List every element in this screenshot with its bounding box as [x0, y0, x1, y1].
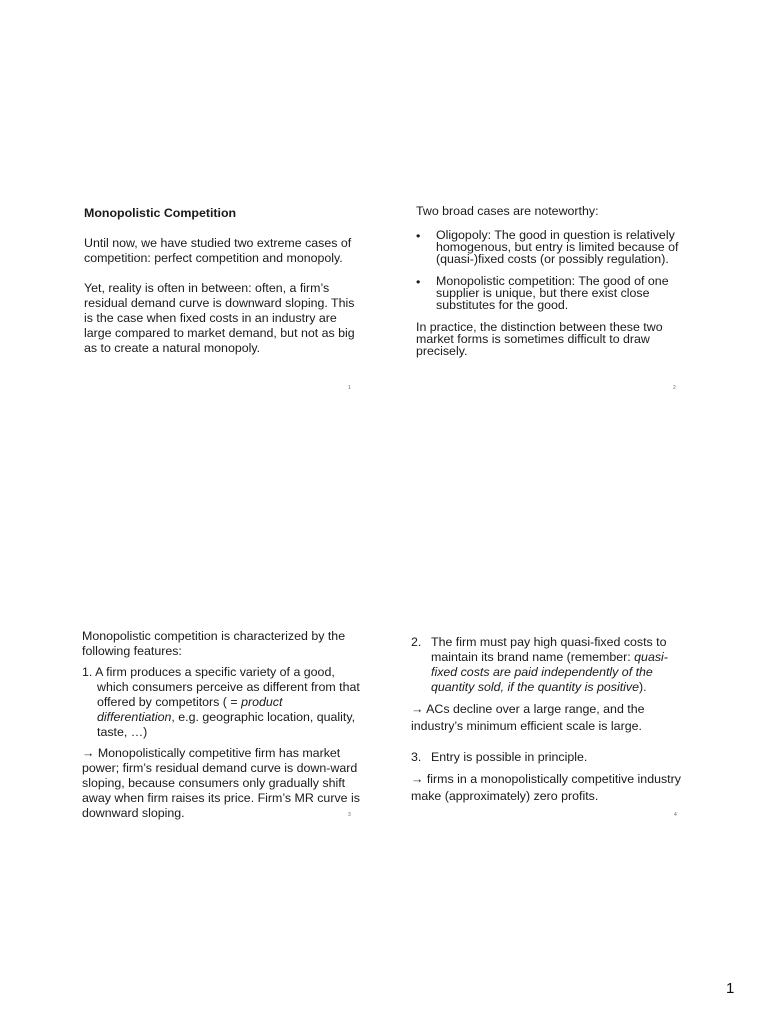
- bullet-text: Oligopoly: The good in question is relatively homogenous, but entry is limited because of (quasi-)fixed costs (or possibly regulation).: [436, 228, 679, 266]
- slide-3-intro: Monopolistic competition is characterized by the following features:: [82, 629, 346, 658]
- bullet-marker: •: [416, 275, 421, 289]
- slide-1-paragraph-1: Until now, we have studied two extreme cases of competition: perfect competition and monopoly.: [84, 236, 352, 265]
- slide-1-number: 1: [348, 385, 351, 391]
- bullet-oligopoly: [416, 229, 688, 265]
- slide-3-consequence: → Monopolistically competitive firm has market power; firm’s residual demand curve is down-ward sloping, because consumers only gradually shift away when firm raises its price. Firm’s MR curve is downward sloping.: [82, 746, 360, 820]
- feature-3: [411, 750, 691, 765]
- slide-3-number: 3: [348, 812, 351, 818]
- slide-4: [411, 635, 691, 805]
- slide-2-intro: Two broad cases are noteworthy:: [416, 204, 599, 218]
- slide-1-title: Monopolistic Competition: [84, 206, 237, 220]
- slide-1: [84, 206, 362, 356]
- page-number: 1: [726, 980, 735, 997]
- feature-1-emphasis: product differentiation: [97, 695, 283, 724]
- slide-2-number: 2: [673, 385, 676, 391]
- feature-1-text-a: A firm produces a specific variety of a good, which consumers perceive as different from that offered by competitors ( =: [95, 665, 360, 709]
- feature-1-marker: 1.: [82, 665, 93, 679]
- feature-2-text-b: ).: [639, 680, 647, 694]
- bullet-text: Monopolistic competition: The good of one supplier is unique, but there exist close substitutes for the good.: [436, 274, 669, 312]
- feature-2-text-a: The firm must pay high quasi-fixed costs to maintain its brand name (remember:: [431, 635, 667, 664]
- feature-2-emphasis: quasi-fixed costs are paid independently of the quantity sold, if the quantity is positive: [431, 650, 668, 694]
- slide-1-paragraph-2: Yet, reality is often in between: often, a firm’s residual demand curve is downward sloping. This is the case when fixed costs in an industry are large compared to market demand, but not as big as to create a natural monopoly.: [84, 281, 355, 355]
- bullet-monopolistic-competition: [416, 275, 688, 311]
- slide-4-ac-line: → ACs decline over a large range, and the industry’s minimum efficient scale is large.: [411, 702, 645, 733]
- feature-2-marker: 2.: [411, 635, 422, 649]
- slide-3: [82, 629, 360, 821]
- feature-2: [411, 635, 691, 695]
- slide-2: [416, 204, 688, 357]
- slide-4-profit-line: → firms in a monopolistically competitive industry make (approximately) zero profits.: [411, 772, 681, 803]
- feature-1: [82, 665, 360, 740]
- feature-3-marker: 3.: [411, 750, 422, 764]
- bullet-marker: •: [416, 229, 421, 243]
- slide-2-outro: In practice, the distinction between these two market forms is sometimes difficult to draw precisely.: [416, 320, 663, 358]
- slide-4-number: 4: [674, 812, 677, 818]
- feature-3-text: Entry is possible in principle.: [431, 750, 588, 764]
- feature-1-text-b: , e.g. geographic location, quality, taste, …): [97, 710, 356, 739]
